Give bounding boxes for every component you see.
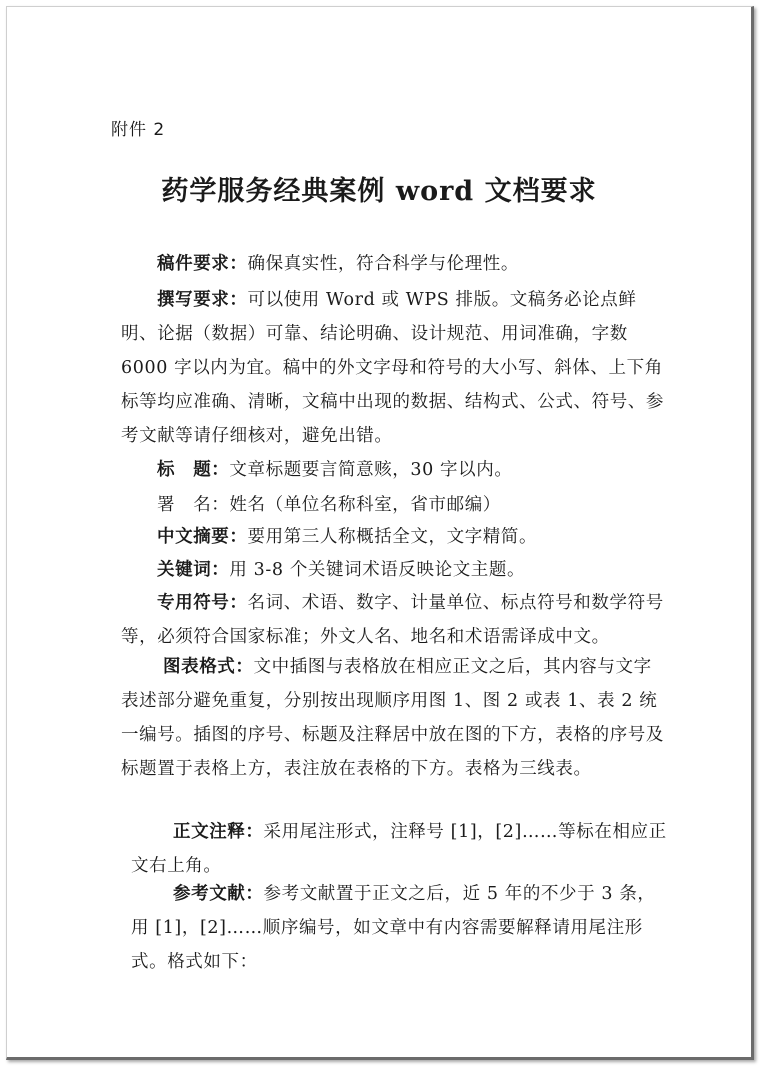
section-writing-requirements xyxy=(121,283,669,453)
section-signature-rule xyxy=(157,488,705,522)
section-text: 可以使用 Word 或 WPS 排版。文稿务必论点鲜明、论据（数据）可靠、结论明确、设计规范、用词准确，字数 6000 字以内为宜。稿中的外文字母和符号的大小写、斜体、上下角标等均应准确、清晰，文稿中出现的数据、结构式、公式、符号、参考文献等请仔细核对，避免出错。 xyxy=(121,290,664,446)
section-text: 文章标题要言简意赅，30 字以内。 xyxy=(229,460,513,480)
section-symbols-rule xyxy=(121,586,669,654)
section-text: 名词、术语、数字、计量单位、标点符号和数学符号等，必须符合国家标准；外文人名、地名和术语需译成中文。 xyxy=(121,593,664,647)
section-label: 标 题： xyxy=(157,460,230,480)
section-label: 专用符号： xyxy=(157,593,248,613)
section-text-notes xyxy=(131,815,669,883)
document-title: 药学服务经典案例 word 文档要求 xyxy=(161,176,597,207)
section-text: 采用尾注形式，注释号 [1]，[2]……等标在相应正文右上角。 xyxy=(131,822,667,876)
section-figure-table-format xyxy=(121,650,669,786)
section-references xyxy=(131,877,669,979)
section-text: 要用第三人称概括全文，文字精简。 xyxy=(247,527,538,547)
section-label: 关键词： xyxy=(157,560,230,580)
section-text: 用 3-8 个关键词术语反映论文主题。 xyxy=(229,560,526,580)
section-label: 署 名： xyxy=(157,495,230,515)
section-label: 正文注释： xyxy=(173,822,264,842)
section-text: 姓名（单位名称科室，省市邮编） xyxy=(229,495,501,515)
section-text: 文中插图与表格放在相应正文之后，其内容与文字表述部分避免重复，分别按出现顺序用图 1、图 2 或表 1、表 2 统一编号。插图的序号、标题及注释居中放在图的下方，表格的序号及标题置于表格上方，表注放在表格的下方。表格为三线表。 xyxy=(121,657,664,779)
attachment-label: 附件 2 xyxy=(111,120,166,140)
document-page xyxy=(6,6,754,1060)
section-manuscript-requirements xyxy=(121,247,669,281)
section-label: 撰写要求： xyxy=(157,290,248,310)
section-label: 参考文献： xyxy=(173,884,264,904)
section-abstract-rule xyxy=(157,520,705,554)
section-label: 中文摘要： xyxy=(157,527,248,547)
section-text: 确保真实性，符合科学与伦理性。 xyxy=(247,254,519,274)
section-text: 参考文献置于正文之后，近 5 年的不少于 3 条，用 [1]，[2]……顺序编号，如文章中有内容需要解释请用尾注形式。格式如下： xyxy=(131,884,656,972)
section-label: 稿件要求： xyxy=(157,254,248,274)
section-label: 图表格式： xyxy=(163,657,254,677)
section-keywords-rule xyxy=(157,553,705,587)
section-title-rule xyxy=(157,453,705,487)
